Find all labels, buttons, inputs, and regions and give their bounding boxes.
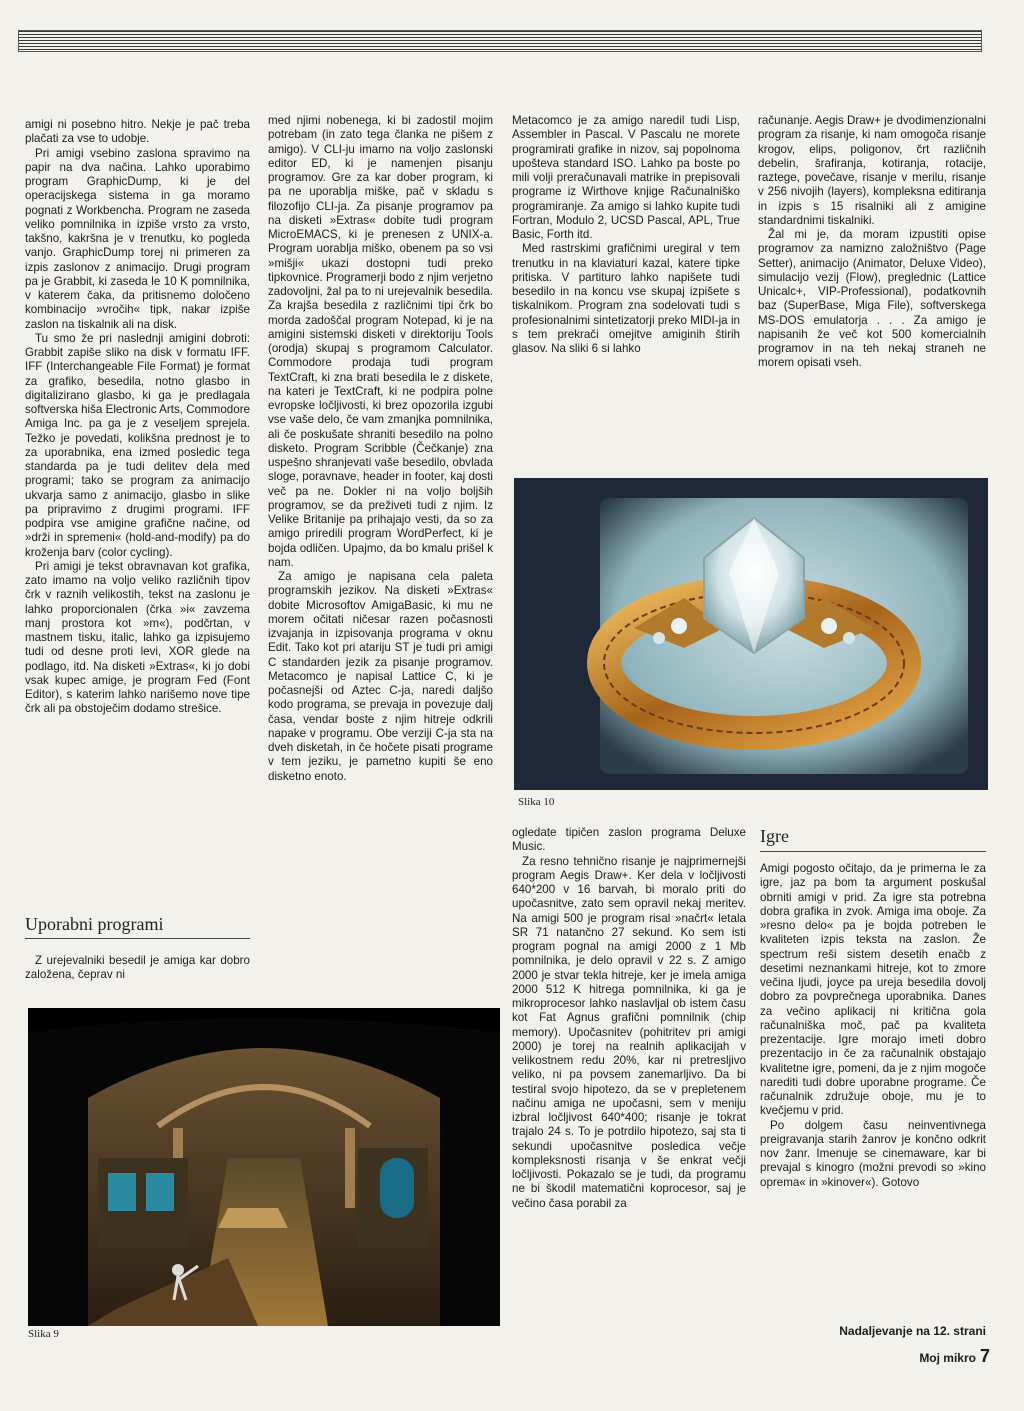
caption-slika-9: Slika 9 bbox=[28, 1328, 59, 1340]
paragraph: računanje. Aegis Draw+ je dvodimenzionalni program za risanje, ki nam omogoča risanje krogov, elips, poligonov, črt različnih debelin, šrafiranja, kotiranja, rotacije, raztege, povečave, risanje v merilu, risanje v 256 nivojih (layers), kompleksna editiranja in izpis s 15 risalniki ali z amigine standardnimi tiskalniki. bbox=[758, 114, 986, 227]
paragraph: ogledate tipičen zaslon programa Deluxe Music. bbox=[512, 826, 746, 854]
paragraph: amigi ni posebno hitro. Nekje je pač treba plačati za vse to udobje. bbox=[25, 118, 250, 146]
paragraph: Pri amigi je tekst obravnavan kot grafika, zato imamo na voljo veliko različnih tipov črk v raznih velikostih, tekst na zaslonu je lahko proporcionalen (črka »i« zavzema manj prostora kot »m«), podčrtan, v mastnem tisku, italic, lahko ga izpisujemo tudi od desne proti levi, XOR glede na podlago, itd. Na disketi »Extras«, ki jo dobi vsak kupec amige, je program Fed (Font Editor), s katerim lahko narišemo nove tipe črk ali pa obstoječim dodamo strešice. bbox=[25, 559, 250, 716]
paragraph: Amigi pogosto očitajo, da je primerna le za igre, jaz pa bom ta argument poskušal obrniti amigi v prid. Za igre sta potrebna dobra grafika in zvok. Amiga ima oboje. Za »resno delo« pa je bojda potreben le kvaliteten izpis teksta na zaslon. Že spectrum reši sistem desetih enačb z desetimi neznankami hitreje, kot to zmore večina ljudi, joyce pa ureja besedila dovolj dobro za povprečnega uporabnika. Danes za večino aplikacij ni kritična gola računalniška moč, pač pa kvaliteta prezentacije. Igre morajo imeti dobro prezentacijo in če za računalnik obstajajo kvalitetne igre, pomeni, da je z njim mogoče narediti tudi dobre uporabne programe. Če računalnik združuje oboje, mu je to kvečjemu v prid. bbox=[760, 862, 986, 1118]
column-1 bbox=[25, 118, 250, 717]
paragraph: Z urejevalniki besedil je amiga kar dobro založena, čeprav ni bbox=[25, 954, 250, 982]
paragraph: Po dolgem času neinventivnega preigravanja starih žanrov je končno odkrit nov žanr. Imenuje se cinemaware, kar bi prevajal s kinogro (možni prevodi so »kino oprema« in »kinover«). Gotovo bbox=[760, 1118, 986, 1189]
paragraph: Tu smo že pri naslednji amigini dobroti: Grabbit zapiše sliko na disk v formatu IFF. IFF (Interchangeable File Format) je format za grafiko, besedila, notno glasbo in digitalizirano glasbo, ki ga je predlagala softverska hiša Electronic Arts, Commodore Amiga Inc. pa ga je z veseljem sprejela. Težko je povedati, kolikšna prednost je to za uporabnika, ena izmed posledic tega standarda pa je tudi delitev dela med programi; tako se program za animacijo ukvarja samo z animacijo, glasbo in slike pa pripravimo z drugimi programi. IFF podpira vse amigine grafične načine, od »drži in spremeni« (hold-and-modify) pa do kroženja barv (color cycling). bbox=[25, 331, 250, 559]
page-folio bbox=[919, 1346, 990, 1367]
continuation-note: Nadaljevanje na 12. strani bbox=[839, 1324, 986, 1338]
column-3 bbox=[512, 114, 740, 356]
page-number: 7 bbox=[979, 1346, 990, 1366]
game-scene-photo bbox=[28, 1008, 500, 1326]
paragraph: Pri amigi vsebino zaslona spravimo na papir na dva načina. Lahko uporabimo program GraphicDump, ki je del operacijskega sistema in ga moramo pognati z Workbencha. Program ne zaseda veliko pomnilnika in izpiše vrsto za vrsto, takšno, kakršna je v trenutku, ko pogleda vanjo. GraphicDump torej ni primeren za izpis zaslonov z animacijo. Drugi program pa je Grabbit, ki zaseda le 10 K pomnilnika, v katerem čaka, da pritisnemo določeno kombinacijo »vročih« tipk, nakar izpiše zaslon na tiskalnik ali na disk. bbox=[25, 146, 250, 331]
paragraph: Metacomco je za amigo naredil tudi Lisp, Assembler in Pascal. V Pascalu ne morete programirati grafike in nizov, saj popolnoma upošteva standard ISO. Lahko pa boste po mili volji preračunavali matrike in prepisovali programe iz Wirthove knjige Računalniško programiranje. Za amigo si lahko kupite tudi Fortran, Modulo 2, UCSD Pascal, APL, True Basic, Forth itd. bbox=[512, 114, 740, 241]
section-heading-uporabni-programi: Uporabni programi bbox=[25, 914, 250, 939]
caption-slika-10: Slika 10 bbox=[518, 796, 555, 808]
paragraph: Za amigo je napisana cela paleta programskih jezikov. Na disketi »Extras« dobite Microsoftov AmigaBasic, ki mu ne morem očitati ničesar razen počasnosti izvajanja in izpisovanja programa v oknu Edit. Tako kot pri atariju ST je tudi pri amigi C standarden jezik za pisanje programov. Metacomco je napisal Lattice C, ki je počasnejši od Aztec C-ja, naredi daljšo kodo programa, se prevaja in povezuje dalj časa, vendar boste z njim hitreje odkrili napake v programu. Obe verziji C-ja sta na dveh disketah, in če hočete pisati programe v tem jeziku, je pametno kupiti še eno disketno enoto. bbox=[268, 570, 493, 783]
ring-photo bbox=[514, 478, 988, 790]
paragraph: Za resno tehnično risanje je najprimernejši program Aegis Draw+. Ker dela v ločljivosti 640*200 v 16 barvah, bi moralo priti do upočasnitve, zato sem opravil nekaj meritev. Na amigi 500 je program risal »načrt« letala SR 71 natančno 27 sekund. Ko sem isti program pognal na amigi 2000 z 1 Mb pomnilnika, je delo opravil v 22 s. Z amigo 2000 je stvar tekla hitreje, ker je imela amiga 2000 512 K hitrega pomnilnika, ki ga je mikroprocesor lahko naslavljal ob istem času kot Fat Agnus grafični pomnilnik (chip memory). Upočasnitev (pohitritev pri amigi 2000) je torej na realnih aplikacijah v velikostnem redu 20%, kar ni pretresljivo veliko, ni pa povsem zanemarljivo. Da bi testiral svojo hipotezo, da se v prepletenem načinu amiga ne upočasni, sem v meniju izbral ločljivost 640*400; risanje je tokrat trajalo 24 s. To je potrdilo hipotezo, saj sta ti sekundi upočasnitve posledica večje kompleksnosti risanja v še enkrat večji ločljivosti. Pokazalo se je tudi, da programu ne bi škodil matematični koprocesor, saj je večino časa porabil za bbox=[512, 854, 746, 1210]
magazine-name: Moj mikro bbox=[919, 1351, 976, 1365]
top-ruled-bar bbox=[18, 30, 982, 52]
column-3-lower bbox=[512, 826, 746, 1211]
section-heading-igre: Igre bbox=[760, 826, 986, 852]
column-1-continued bbox=[25, 954, 250, 983]
column-4-lower bbox=[760, 862, 986, 1190]
paragraph: med njimi nobenega, ki bi zadostil mojim potrebam (in zato tega članka ne pišem z amigo). V CLI-ju imamo na voljo zaslonski editor ED, ki je namenjen pisanju programov. Gre za kar dober program, ki pa ne uporablja miške, pač v skladu s filozofijo CLI-ja. Za pisanje programov pa na disketi »Extras« dobite tudi program MicroEMACS, ki je prenesen z UNIX-a. Program uorablja miško, obenem pa so vsi »mišji« ukazi dostopni tudi preko tipkovnice. Programerji bodo z njim verjetno zadovoljni, žal pa to ni urejevalnik besedila. Za krajša besedila z različnimi tipi črk bo morda zadoščal program Notepad, ki je na amigini sistemski disketi v direktoriju Tools (orodja) skupaj s programom Calculator. Commodore prodaja tudi program TextCraft, ki zna brati besedila le z diskete, na kateri je TextCraft, ki ne podpira polne evropske ločljivosti, ki brez opozorila izgubi vse vaše delo, če vam zmanjka pomnilnika, ali če poskušate shraniti besedilo na polno disketo. Program Scribble (Čečkanje) zna uspešno shranjevati vaše besedilo, obvlada sloge, poravnave, header in footer, kaj dosti več pa ne. Dokler ni na voljo boljših programov, se da preživeti tudi z njim. Iz Velike Britanije pa prihajajo vesti, da so za amigo priredili program WordPerfect, ki je bojda odličen. Upajmo, da bo kmalu prišel k nam. bbox=[268, 114, 493, 569]
paragraph: Med rastrskimi grafičnimi uregiral v tem trenutku in na klaviaturi kazal, katere tipke pritiska. V partituro lahko napišete tudi besedilo in na koncu vse skupaj izpišete s tiskalnikom. Program zna sodelovati tudi s profesionalnimi sintetizatorji preko MIDI-ja in s tem prekrači omejitve amiginih štirih glasov. Na sliki 6 si lahko bbox=[512, 242, 740, 355]
column-4 bbox=[758, 114, 986, 371]
paragraph: Žal mi je, da moram izpustiti opise programov za namizno založništvo (Page Setter), animacijo (Animator, Deluxe Video), simulacijo vezij (Flow), preglednic (Lattice Unicalc+, VIP-Professional), podatkovnih baz (SuperBase, Miga File), softverskega MS-DOS emulatorja . . . Za amigo je napisanih že več kot 500 komercialnih programov in na teh nekaj straneh ne morem opisati vseh. bbox=[758, 228, 986, 370]
column-2 bbox=[268, 114, 493, 784]
